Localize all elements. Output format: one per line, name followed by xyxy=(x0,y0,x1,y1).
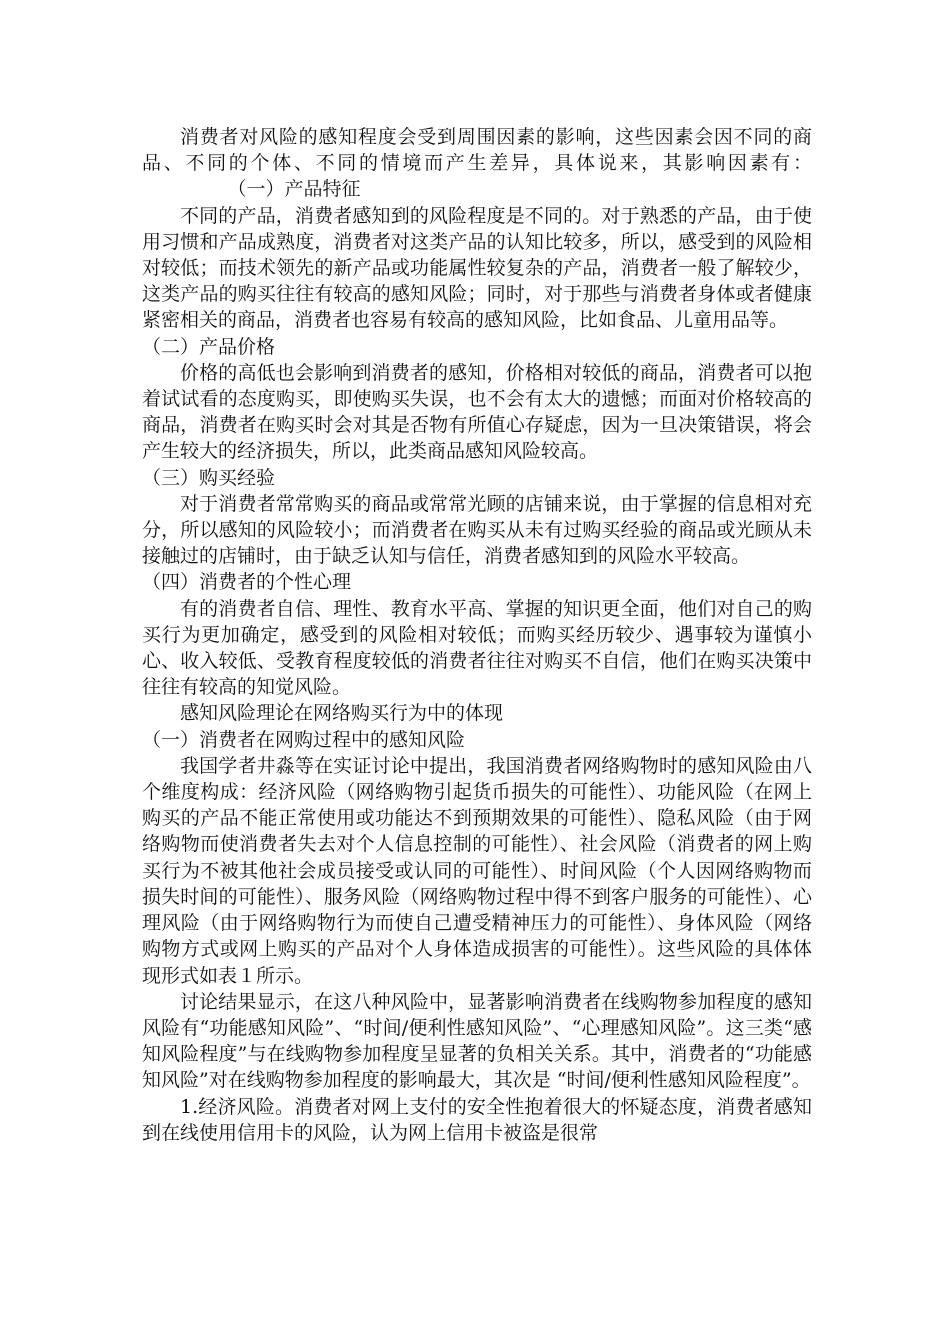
section-heading-online-perceived-risk: （一）消费者在网购过程中的感知风险 xyxy=(142,728,466,751)
section-heading-purchase-experience: （三）购买经验 xyxy=(142,466,276,489)
paragraph-product-features: 不同的产品，消费者感知到的风险程度是不同的。对于熟悉的产品，由于使用习惯和产品成熟度，消费者对这类产品的认知比较多，所以，感受到的风险相对较低；而技术领先的新产品或功能属性较复杂的产品，消费者一般了解较少，这类产品的购买往往有较高的感知风险；同时，对于那些与消费者身体或者健康紧密相关的商品，消费者也容易有较高的感知风险，比如食品、儿童用品等。 xyxy=(142,204,812,332)
paragraph-results: 讨论结果显示，在这八种风险中，显著影响消费者在线购物参加程度的感知风险有“功能感知风险”、“时间/便利性感知风险”、“心理感知风险”。这三类“感知风险程度”与在线购物参加程度呈显著的负相关关系。其中，消费者的“功能感知风险”对在线购物参加程度的影响最大，其次是 “时间/便利性感知风险程度”。 xyxy=(142,990,812,1092)
paragraph-personality: 有的消费者自信、理性、教育水平高、掌握的知识更全面，他们对自己的购买行为更加确定，感受到的风险相对较低；而购买经历较少、遇事较为谨慎小心、收入较低、受教育程度较低的消费者往往对购买不自信，他们在购买决策中往往有较高的知觉风险。 xyxy=(142,597,812,699)
section-title-online-risk: 感知风险理论在网络购买行为中的体现 xyxy=(180,702,504,725)
section-heading-personality: （四）消费者的个性心理 xyxy=(142,571,352,594)
paragraph-eight-dimensions: 我国学者井淼等在实证讨论中提出，我国消费者网络购物时的感知风险由八个维度构成：经济风险（网络购物引起货币损失的可能性）、功能风险（在网上购买的产品不能正常使用或功能达不到预期效果的可能性）、隐私风险（由于网络购物而使消费者失去对个人信息控制的可能性）、社会风险（消费者的网上购买行为不被其他社会成员接受或认同的可能性）、时间风险（个人因网络购物而损失时间的可能性）、服务风险（网络购物过程中得不到客户服务的可能性）、心理风险（由于网络购物行为而使自己遭受精神压力的可能性）、身体风险（网络购物方式或网上购买的产品对个人身体造成损害的可能性）。这些风险的具体体现形式如表１所示。 xyxy=(142,754,812,987)
paragraph-intro: 消费者对风险的感知程度会受到周围因素的影响，这些因素会因不同的商品、不同的个体、不同的情境而产生差异，具体说来，其影响因素有：（一）产品特征 xyxy=(142,126,812,201)
document-body xyxy=(142,124,812,1146)
section-heading-product-features: （一）产品特征 xyxy=(227,178,361,201)
paragraph-product-price: 价格的高低也会影响到消费者的感知，价格相对较低的商品，消费者可以抱着试试看的态度购买，即使购买失误，也不会有太大的遗憾；而面对价格较高的商品，消费者在购买时会对其是否物有所值心存疑虑，因为一旦决策错误，将会产生较大的经济损失，所以，此类商品感知风险较高。 xyxy=(142,361,812,463)
paragraph-economic-risk: 1.经济风险。消费者对网上支付的安全性抱着很大的怀疑态度，消费者感知到在线使用信用卡的风险，认为网上信用卡被盗是很常 xyxy=(142,1095,812,1144)
paragraph-purchase-experience: 对于消费者常常购买的商品或常常光顾的店铺来说，由于掌握的信息相对充分，所以感知的风险较小；而消费者在购买从未有过购买经验的商品或光顾从未接触过的店铺时，由于缺乏认知与信任，消费者感知到的风险水平较高。 xyxy=(142,492,812,568)
section-heading-product-price: （二）产品价格 xyxy=(142,335,276,358)
